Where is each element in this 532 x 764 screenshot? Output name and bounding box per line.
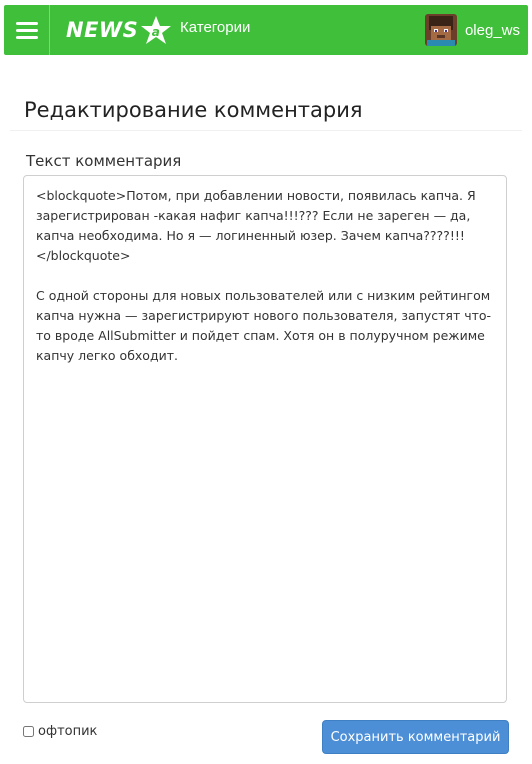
top-navbar: [4, 5, 528, 55]
offtopic-option[interactable]: [23, 724, 97, 739]
offtopic-label: офтопик: [38, 724, 98, 739]
comment-textarea[interactable]: [23, 175, 507, 703]
menu-button[interactable]: [4, 5, 50, 55]
divider: [10, 130, 522, 131]
categories-link[interactable]: Категории: [180, 19, 251, 36]
comment-label: Текст комментария: [26, 152, 182, 170]
logo-text: NEWS: [66, 18, 139, 42]
offtopic-checkbox[interactable]: [23, 726, 34, 737]
username: oleg_ws: [464, 21, 520, 39]
star-a-icon: [140, 15, 172, 45]
svg-text:a: a: [151, 25, 161, 39]
user-menu[interactable]: [425, 13, 520, 47]
site-logo[interactable]: [66, 15, 172, 45]
avatar[interactable]: [425, 14, 457, 46]
hamburger-icon: [16, 21, 38, 39]
save-comment-button[interactable]: Сохранить комментарий: [322, 720, 509, 754]
page-title: Редактирование комментария: [24, 98, 363, 123]
